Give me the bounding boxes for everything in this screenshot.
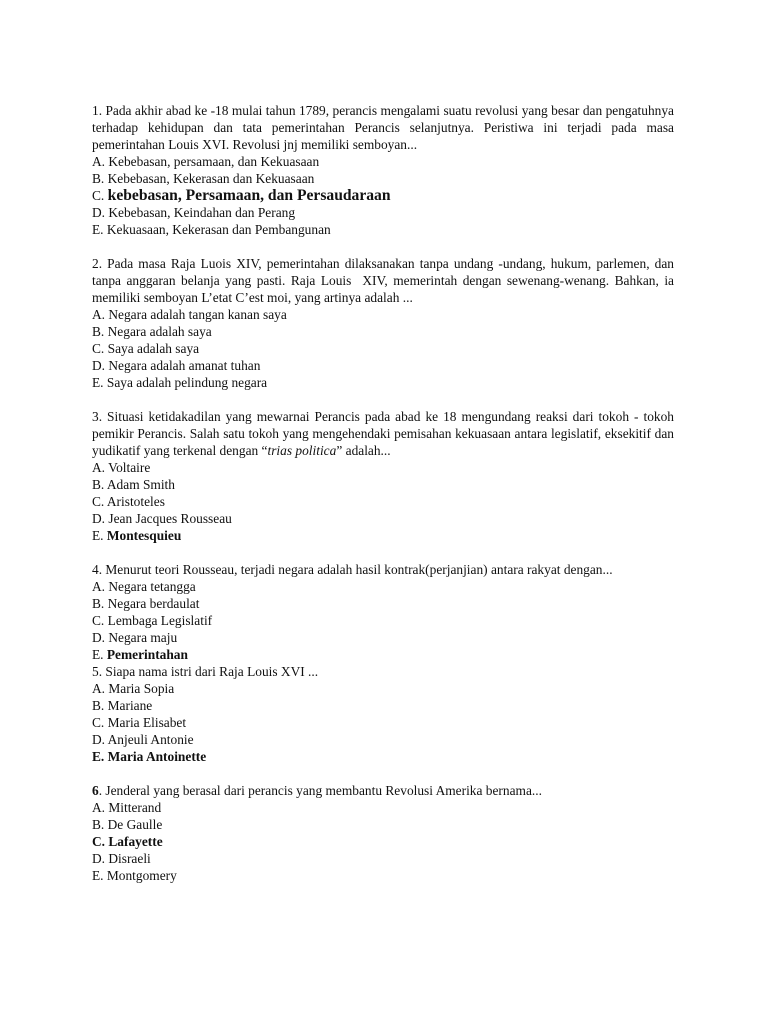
question-5-option-a: A. Maria Sopia — [92, 681, 175, 696]
question-2-option-e: E. Saya adalah pelindung negara — [92, 375, 268, 390]
question-3 — [92, 408, 674, 544]
trias-politica-term: trias politica — [267, 443, 337, 458]
question-6-option-a: A. Mitterand — [92, 800, 162, 815]
question-3-option-c: C. Aristoteles — [92, 494, 165, 509]
question-5-stem: 5. Siapa nama istri dari Raja Louis XVI ... — [92, 664, 319, 679]
question-2-option-d: D. Negara adalah amanat tuhan — [92, 358, 261, 373]
question-1-stem: 1. Pada akhir abad ke -18 mulai tahun 1789, perancis mengalami suatu revolusi yang besar dan pengatuhnya terhadap kehidupan dan tata pemerintahan Perancis selanjutnya. Peristiwa ini terjadi pada masa pemerintahan Louis XVI. Revolusi jnj memiliki semboyan... — [92, 103, 674, 152]
question-4-option-a: A. Negara tetangga — [92, 579, 196, 594]
question-6-option-d: D. Disraeli — [92, 851, 151, 866]
question-6-stem: 6. Jenderal yang berasal dari perancis yang membantu Revolusi Amerika bernama... — [92, 783, 542, 798]
question-5 — [92, 663, 674, 765]
question-1-option-c-answer: C. kebebasan, Persamaan, dan Persaudaraan — [92, 187, 391, 204]
document-page — [92, 102, 678, 884]
question-1 — [92, 102, 674, 238]
question-3-option-a: A. Voltaire — [92, 460, 151, 475]
question-4-option-c: C. Lembaga Legislatif — [92, 613, 213, 628]
question-1-option-a: A. Kebebasan, persamaan, dan Kekuasaan — [92, 154, 320, 169]
question-2 — [92, 255, 678, 391]
question-4-option-d: D. Negara maju — [92, 630, 178, 645]
question-3-option-b: B. Adam Smith — [92, 477, 175, 492]
question-5-option-c: C. Maria Elisabet — [92, 715, 187, 730]
question-2-option-a: A. Negara adalah tangan kanan saya — [92, 307, 287, 322]
question-3-option-e-answer: E. Montesquieu — [92, 528, 182, 543]
question-2-option-c: C. Saya adalah saya — [92, 341, 200, 356]
question-6-option-e: E. Montgomery — [92, 868, 177, 883]
question-6 — [92, 782, 674, 884]
question-1-option-b: B. Kebebasan, Kekerasan dan Kekuasaan — [92, 171, 315, 186]
question-1-option-d: D. Kebebasan, Keindahan dan Perang — [92, 205, 296, 220]
question-3-stem: 3. Situasi ketidakadilan yang mewarnai Perancis pada abad ke 18 mengundang reaksi dari tokoh - tokoh pemikir Perancis. Salah satu tokoh yang mengehendaki pemisahan kekuasaan antara legislatif, eksekitif dan yudikatif yang terkenal dengan “trias politica” adalah... — [92, 409, 674, 458]
question-2-stem: 2. Pada masa Raja Luois XIV, pemerintahan dilaksanakan tanpa undang -undang, hukum, parlemen, dan tanpa anggaran belanja yang pasti. Raja Louis XIV, memerintah dengan sewenang-wenang. Bahkan, ia memiliki semboyan L’etat C’est moi, yang artinya adalah ... — [92, 256, 678, 305]
question-5-option-b: B. Mariane — [92, 698, 153, 713]
question-5-option-d: D. Anjeuli Antonie — [92, 732, 194, 747]
question-2-option-b: B. Negara adalah saya — [92, 324, 212, 339]
question-6-option-b: B. De Gaulle — [92, 817, 163, 832]
question-4-option-b: B. Negara berdaulat — [92, 596, 200, 611]
question-5-option-e-answer: E. Maria Antoinette — [92, 749, 207, 764]
question-4-option-e-answer: E. Pemerintahan — [92, 647, 188, 662]
question-4-stem: 4. Menurut teori Rousseau, terjadi negara adalah hasil kontrak(perjanjian) antara rakyat dengan... — [92, 562, 613, 577]
question-4 — [92, 561, 674, 663]
question-1-option-e: E. Kekuasaan, Kekerasan dan Pembangunan — [92, 222, 331, 237]
question-3-option-d: D. Jean Jacques Rousseau — [92, 511, 232, 526]
question-6-option-c-answer: C. Lafayette — [92, 834, 163, 849]
